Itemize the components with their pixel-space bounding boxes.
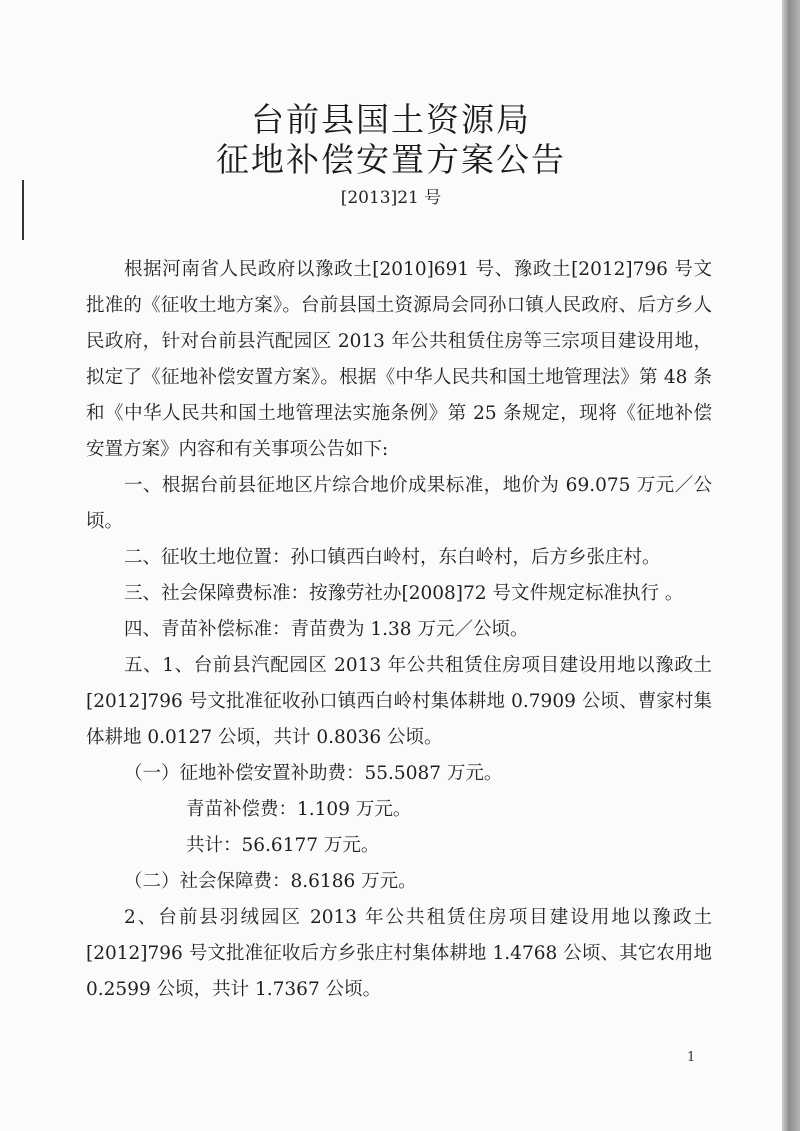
document-number: [2013]21 号 (340, 188, 442, 208)
paragraph-sub-total: 共计：56.6177 万元。 (186, 835, 380, 856)
paragraph-item-4: 四、青苗补偿标准：青苗费为 1.38 万元／公顷。 (124, 619, 529, 640)
paragraph-item-5: 五、1、台前县汽配园区 2013 年公共租赁住房项目建设用地以豫政土[2012]796 号文批准征收孙口镇西白岭村集体耕地 0.7909 公顷、曹家村集体耕地 0.0127 公顷，共计 0.8036 公顷。 (86, 655, 712, 748)
paragraph-item-1: 一、根据台前县征地区片综合地价成果标准，地价为 69.075 万元／公顷。 (86, 475, 712, 532)
page-number: 1 (687, 1050, 696, 1065)
paragraph-item-3: 三、社会保障费标准：按豫劳社办[2008]72 号文件规定标准执行 。 (124, 583, 684, 604)
paragraph-sub-compensation: （一）征地补偿安置补助费：55.5087 万元。 (124, 763, 503, 784)
paragraph-sub-social-security: （二）社会保障费：8.6186 万元。 (124, 871, 417, 892)
title-line-1: 台前县国土资源局 (251, 100, 531, 139)
paragraph-item-2: 二、征收土地位置：孙口镇西白岭村，东白岭村，后方乡张庄村。 (124, 547, 661, 568)
scan-edge-shadow (782, 0, 800, 1131)
paragraph-item-5-2: 2、台前县羽绒园区 2013 年公共租赁住房项目建设用地以豫政土[2012]796 号文批准征收后方乡张庄村集体耕地 1.4768 公顷、其它农用地 0.2599 公顷，共计 1.7367 公顷。 (86, 907, 712, 1000)
document-body (86, 252, 712, 1008)
title-line-2: 征地补偿安置方案公告 (216, 140, 566, 179)
paragraph-intro: 根据河南省人民政府以豫政土[2010]691 号、豫政土[2012]796 号文批准的《征收土地方案》。台前县国土资源局会同孙口镇人民政府、后方乡人民政府，针对台前县汽配园区 2013 年公共租赁住房等三宗项目建设用地，拟定了《征地补偿安置方案》。根据《中华人民共和国土地管理法》第 48 条和《中华人民共和国土地管理法实施条例》第 25 条规定，现将《征地补偿安置方案》内容和有关事项公告如下: (86, 259, 712, 460)
paragraph-sub-crops: 青苗补偿费：1.109 万元。 (186, 799, 412, 820)
